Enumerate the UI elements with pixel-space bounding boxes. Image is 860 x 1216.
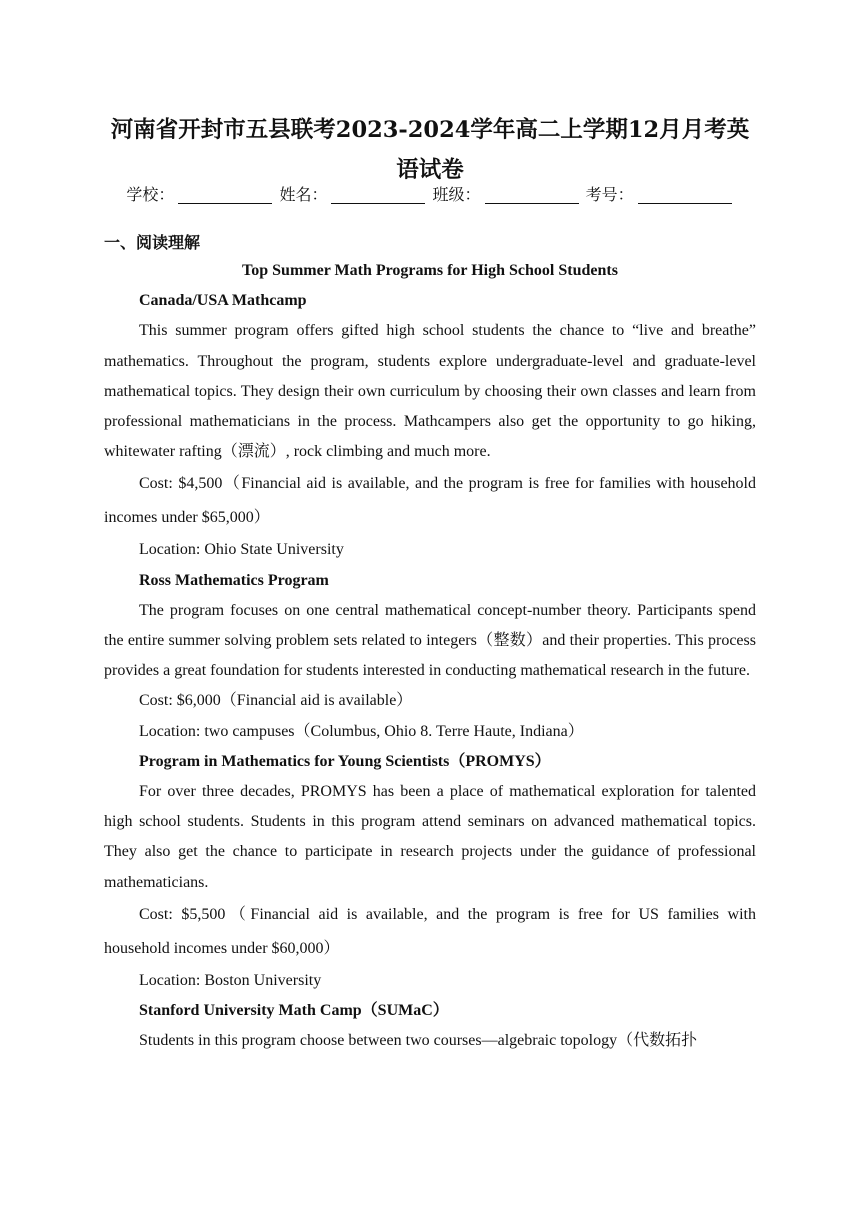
program-name: Ross Mathematics Program bbox=[139, 571, 329, 589]
program-name: Canada/USA Mathcamp bbox=[139, 292, 307, 310]
reading-passage bbox=[104, 256, 756, 1056]
school-label: 学校： bbox=[126, 185, 175, 204]
program-location: Location: Ohio State University bbox=[139, 541, 344, 559]
exam-number-blank bbox=[638, 187, 732, 204]
class-blank bbox=[485, 187, 579, 204]
program-location: Location: Boston University bbox=[139, 971, 322, 989]
name-label: 姓名： bbox=[279, 185, 328, 204]
program-name: Stanford University Math Camp（SUMaC） bbox=[139, 1002, 449, 1020]
exam-number-label: 考号： bbox=[585, 185, 634, 204]
class-label: 班级： bbox=[432, 185, 481, 204]
student-info-line bbox=[0, 184, 860, 206]
school-blank bbox=[178, 187, 272, 204]
exam-title: 河南省开封市五县联考2023-2024学年高二上学期12月月考英语试卷 bbox=[110, 117, 750, 183]
program-description: Students in this program choose between two courses—algebraic topology（代数拓扑 bbox=[139, 1032, 698, 1050]
program-location: Location: two campuses（Columbus, Ohio 8. Terre Haute, Indiana） bbox=[139, 722, 584, 740]
program-cost: Cost: $6,000（Financial aid is available） bbox=[139, 692, 413, 710]
program-cost: Cost: $5,500（Financial aid is available, and the program is free for US families with household incomes under $60,000） bbox=[104, 905, 756, 957]
program-description: This summer program offers gifted high school students the chance to “live and breathe” mathematics. Throughout the program, students explore undergraduate-level and graduate-level mathematical topics. They design their own curriculum by choosing their own classes and learn from professional mathematicians in the process. Mathcampers also get the opportunity to go hiking, whitewater rafting（漂流）, rock climbing and much more. bbox=[104, 322, 756, 461]
program-description: The program focuses on one central mathematical concept-number theory. Participants spend the entire summer solving problem sets related to integers（整数）and their properties. This process provides a great foundation for students interested in conducting mathematical research in the future. bbox=[104, 601, 756, 680]
name-blank bbox=[331, 187, 425, 204]
program-cost: Cost: $4,500（Financial aid is available, and the program is free for families with household incomes under $65,000） bbox=[104, 475, 756, 527]
passage-heading: Top Summer Math Programs for High School Students bbox=[242, 262, 618, 279]
section-heading: 一、阅读理解 bbox=[104, 233, 201, 252]
program-description: For over three decades, PROMYS has been a place of mathematical exploration for talented high school students. Students in this program attend seminars on advanced mathematical topics. They also get the chance to participate in research projects under the guidance of professional mathematicians. bbox=[104, 783, 756, 891]
program-name: Program in Mathematics for Young Scientists（PROMYS） bbox=[139, 752, 551, 770]
